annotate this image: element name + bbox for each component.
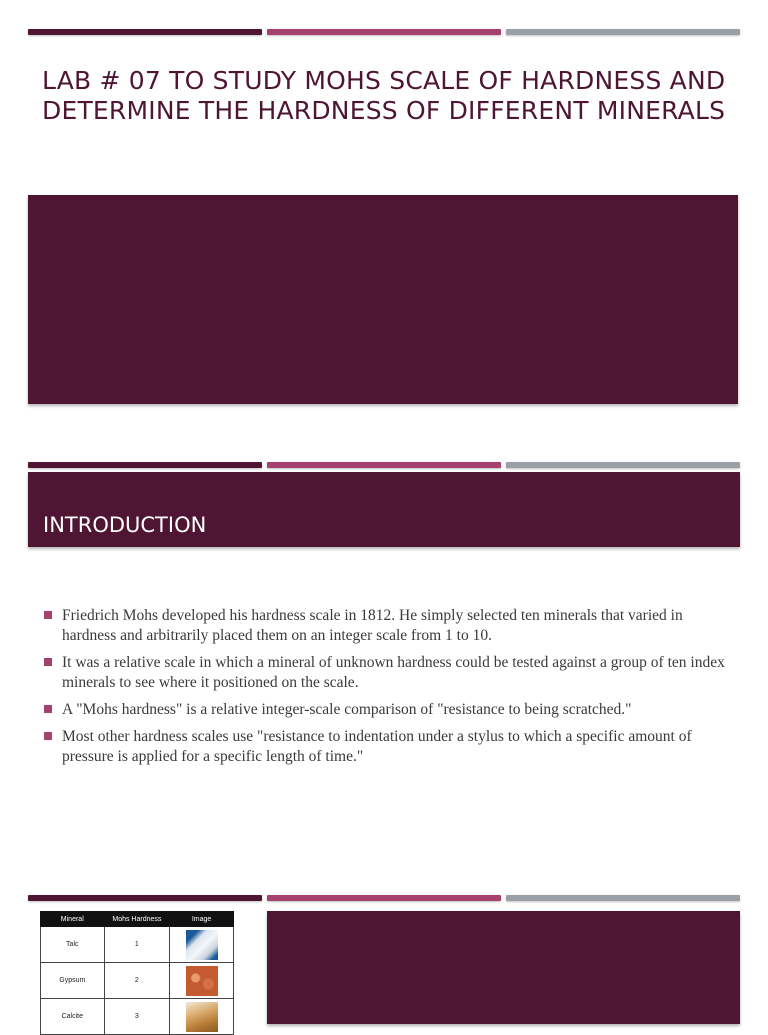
bullet-square-icon	[44, 611, 52, 619]
slide2-accent-bar-3	[506, 462, 740, 468]
mohs-hardness-value: 1	[104, 927, 170, 963]
table-row	[41, 927, 234, 963]
bullet-text: Most other hardness scales use "resistance to indentation under a stylus to which a specific amount of pressure is applied for a specific length of time."	[62, 728, 692, 765]
column-header-mineral: Mineral	[41, 912, 105, 927]
slide1-content-block	[28, 195, 738, 404]
mineral-name: Gypsum	[41, 963, 105, 999]
bullet-item	[42, 606, 732, 646]
slide2-accent-bar-2	[267, 462, 501, 468]
slide3-accent-bar-1	[28, 895, 262, 901]
slide2-title: INTRODUCTION	[43, 513, 207, 537]
table-row	[41, 963, 234, 999]
mineral-image-cell	[170, 963, 234, 999]
slide2-bullet-list	[42, 606, 732, 774]
slide2-accent-bar-1	[28, 462, 262, 468]
table-header-row	[41, 912, 234, 927]
bullet-text: Friedrich Mohs developed his hardness scale in 1812. He simply selected ten minerals that varied in hardness and arbitrarily placed them on an integer scale from 1 to 10.	[62, 607, 683, 644]
bullet-text: A "Mohs hardness" is a relative integer-scale comparison of "resistance to being scratched."	[62, 701, 632, 718]
mineral-name: Calcite	[41, 999, 105, 1035]
slide3-accent-bar-2	[267, 895, 501, 901]
column-header-image: Image	[170, 912, 234, 927]
mohs-hardness-value: 3	[104, 999, 170, 1035]
bullet-item	[42, 727, 732, 767]
table-row	[41, 999, 234, 1035]
slide1-accent-bar-1	[28, 29, 262, 35]
slide1-accent-bar-2	[267, 29, 501, 35]
mineral-name: Talc	[41, 927, 105, 963]
slide1-accent-bar-3	[506, 29, 740, 35]
calcite-photo-icon	[186, 1002, 218, 1032]
bullet-item	[42, 700, 732, 720]
slide1-title: LAB # 07 TO STUDY MOHS SCALE OF HARDNESS AND DETERMINE THE HARDNESS OF DIFFERENT MINERALS	[42, 66, 726, 125]
mineral-image-cell	[170, 927, 234, 963]
slide3-accent-bar-3	[506, 895, 740, 901]
column-header-hardness: Mohs Hardness	[104, 912, 170, 927]
gypsum-photo-icon	[186, 966, 218, 996]
slide3-content-block	[267, 911, 740, 1024]
mineral-hardness-table	[40, 911, 234, 1035]
mineral-image-cell	[170, 999, 234, 1035]
bullet-text: It was a relative scale in which a mineral of unknown hardness could be tested against a group of ten index minerals to see where it positioned on the scale.	[62, 654, 725, 691]
bullet-item	[42, 653, 732, 693]
bullet-square-icon	[44, 705, 52, 713]
talc-photo-icon	[186, 930, 218, 960]
bullet-square-icon	[44, 658, 52, 666]
bullet-square-icon	[44, 732, 52, 740]
mohs-hardness-value: 2	[104, 963, 170, 999]
